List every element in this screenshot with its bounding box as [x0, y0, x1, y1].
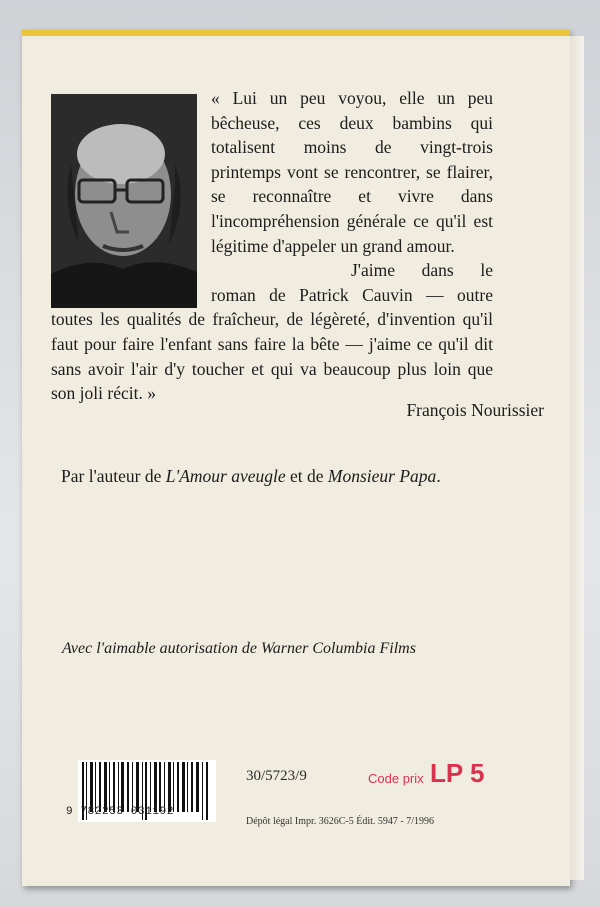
quote-paragraph-1: « Lui un peu voyou, elle un peu bêcheuse, ces deux bambins qui totalisent moins de vingt-trois printemps vont se rencontrer, se flairer, se reconnaître et vivre dans l'incompréhension générale ce qu'il est légitime d'appeler un grand amour. [211, 88, 493, 256]
book-page-edge [570, 36, 584, 880]
price-code-label: Code prix [368, 771, 424, 786]
author-note [61, 464, 501, 488]
quote-author: François Nourissier [406, 400, 544, 420]
price-code-value: LP 5 [430, 758, 485, 788]
book-title-1: L'Amour aveugle [165, 466, 286, 486]
legal-deposit: Dépôt légal Impr. 3626C-5 Édit. 5947 - 7/1996 [246, 816, 435, 827]
permission-line: Avec l'aimable autorisation de Warner Columbia Films [62, 640, 416, 657]
author-note-prefix: Par l'auteur de [61, 466, 166, 486]
author-note-middle: et de [285, 466, 328, 486]
catalog-number: 30/5723/9 [246, 768, 307, 784]
quote-block [51, 86, 493, 406]
barcode-digits: 9 782253 031192 [66, 806, 175, 818]
book-title-2: Monsieur Papa [327, 466, 437, 486]
quote-paragraph-2: J'aime dans le roman de Patrick Cauvin — outre toutes les qualités de fraîcheur, de légèreté, d'invention qu'il faut pour faire l'enfant sans faire la bête — j'aime ce qu'il dit sans avoir l'air d'y toucher et qui va beaucoup plus loin que son joli récit. » [51, 260, 493, 404]
author-note-suffix: . [436, 466, 441, 486]
